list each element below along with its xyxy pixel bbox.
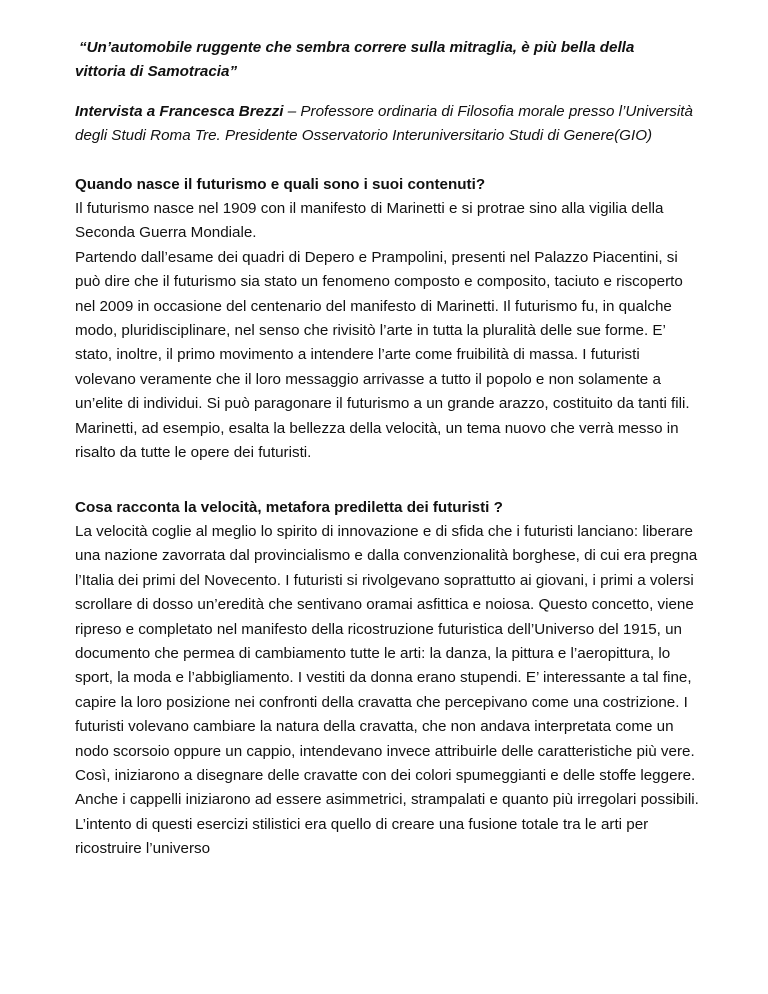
interview-byline	[75, 100, 700, 149]
question-1: Quando nasce il futurismo e quali sono i suoi contenuti?	[75, 175, 486, 193]
answer-2-paragraph-1: La velocità coglie al meglio lo spirito di innovazione e di sfida che i futuristi lanciano: liberare una nazione zavorrata dal provincialismo e dalla convenzionalità borghese, di cui era pregna l’Italia dei primi del Novecento. I futuristi si rivolgevano soprattutto ai giovani, i primi a volersi scrollare di dosso un’eredità che sentivano oramai asfittica e noiosa. Questo concetto, viene ripreso e completato nel manifesto della ricostruzione futuristica dell’Universo del 1915, un documento che permea di cambiamento tutte le arti: la danza, la pittura e l’aeropittura, lo sport, la moda e l’abbigliamento. I vestiti da donna erano stupendi. E’ interessante a tal fine, capire la loro posizione nei confronti della cravatta che percepivano come una costrizione. I futuristi volevano cambiare la natura della cravatta, che non andava interpretata come un nodo scorsoio oppure un cappio, intendevano invece attribuirle delle caratteristiche più vere. Così, iniziarono a disegnare delle cravatte con dei colori spumeggianti e delle stoffe leggere. Anche i cappelli iniziarono ad essere asimmetrici, strampalati e quanto più irregolari possibili. L’intento di questi esercizi stilistici era quello di creare una fusione totale tra le arti per ricostruire l’universo	[75, 522, 699, 858]
title-line-2: vittoria di Samotracia”	[75, 63, 238, 81]
title-line-1: “Un’automobile ruggente che sembra correre sulla mitraglia, è più bella della	[79, 39, 635, 56]
answer-1-paragraph-1: Il futurismo nasce nel 1909 con il manifesto di Marinetti e si protrae sino alla vigilia della Seconda Guerra Mondiale.	[75, 200, 664, 242]
answer-1-paragraph-2: Partendo dall’esame dei quadri di Depero e Prampolini, presenti nel Palazzo Piacentini, si può dire che il futurismo sia stato un fenomeno composto e composito, taciuto e riscoperto nel 2009 in occasione del centenario del manifesto di Marinetti. Il futurismo fu, in qualche modo, pluridisciplinare, nel senso che rivisitò l’arte in tutta la pluralità delle sue forme. E’ stato, inoltre, il primo movimento a intendere l’arte come fruibilità di massa. I futuristi volevano veramente che il loro messaggio arrivasse a tutto il popolo e non solamente a un’elite di individui. Si può paragonare il futurismo a un grande arazzo, costituito da tanti fili. Marinetti, ad esempio, esalta la bellezza della velocità, un tema nuovo che verrà messo in risalto da tutte le opere dei futuristi.	[75, 248, 690, 462]
article-title	[75, 36, 700, 85]
interviewee-credentials: – Professore ordinaria di Filosofia morale presso l’Università degli Studi Roma Tre. Presidente Osservatorio Interuniversitario Studi di Genere(GIO)	[75, 102, 693, 145]
question-2: Cosa racconta la velocità, metafora prediletta dei futuristi ?	[75, 498, 503, 516]
document-page	[75, 36, 700, 862]
interviewee-name: Intervista a Francesca Brezzi	[75, 102, 284, 120]
section-divider-space	[75, 466, 700, 496]
